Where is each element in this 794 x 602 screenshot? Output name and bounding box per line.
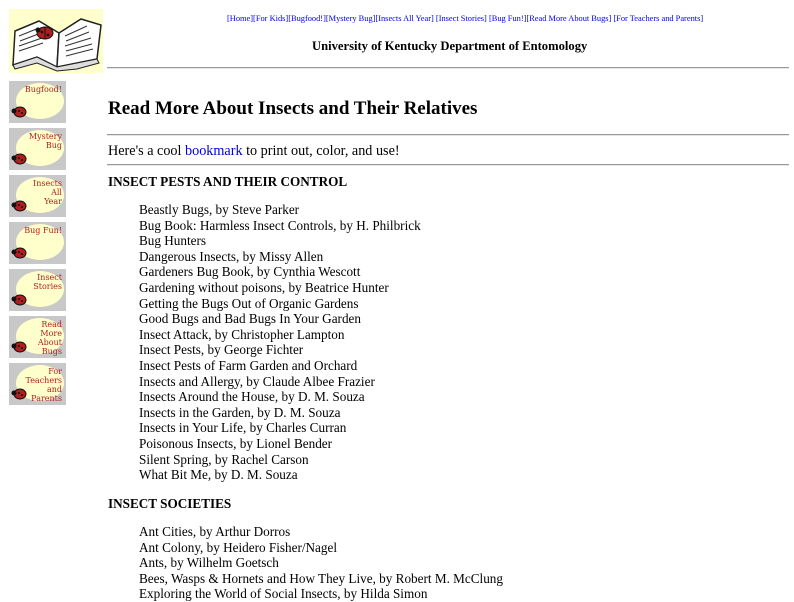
intro-after: to print out, color, and use! — [242, 143, 400, 159]
intro-before: Here's a cool — [108, 143, 186, 159]
ladybug-icon — [11, 293, 27, 307]
list-item: Insects Around the House, by D. M. Souza — [139, 389, 365, 405]
sidebar-item-label: Insect Stories — [33, 273, 62, 291]
sidebar-item-label: Insects All Year — [33, 179, 62, 206]
sidebar-item-teachers-parents[interactable] — [9, 363, 66, 405]
list-item: Silent Spring, by Rachel Carson — [139, 451, 309, 467]
sidebar-item-label: Mystery Bug — [28, 132, 62, 150]
sidebar-item-label: Bugfood! — [24, 85, 62, 94]
sidebar-item-label: For Teachers and Parents — [25, 367, 62, 403]
list-item: Bug Hunters — [139, 233, 207, 249]
book-list — [139, 524, 503, 602]
list-item: Insect Attack, by Christopher Lampton — [139, 326, 345, 342]
divider — [107, 164, 789, 166]
list-item: Beastly Bugs, by Steve Parker — [139, 202, 300, 217]
department-name: University of Kentucky Department of Entomology — [312, 39, 588, 53]
sidebar-item-insects-all-year[interactable] — [9, 175, 66, 217]
list-item: Good Bugs and Bad Bugs In Your Garden — [139, 311, 361, 327]
ladybug-icon — [11, 387, 27, 401]
list-item: Insects and Allergy, by Claude Albee Frazier — [139, 373, 375, 389]
ladybug-icon — [11, 340, 27, 354]
list-item: Ant Colony, by Heidero Fisher/Nagel — [139, 539, 338, 555]
section-heading: INSECT PESTS AND THEIR CONTROL — [108, 174, 348, 189]
top-link-mystery-bug[interactable]: [Mystery Bug] — [325, 14, 376, 23]
list-item: Gardening without poisons, by Beatrice Hunter — [139, 279, 389, 295]
top-link-bugfood[interactable]: [Bugfood!] — [288, 14, 326, 23]
list-item: Ant Cities, by Arthur Dorros — [139, 524, 291, 539]
top-link-read-more[interactable]: [Read More About Bugs] — [526, 14, 612, 23]
book-list — [139, 202, 421, 483]
sidebar-item-bugfood[interactable] — [9, 81, 66, 123]
list-item: Getting the Bugs Out of Organic Gardens — [139, 295, 359, 311]
top-nav-links — [227, 14, 703, 23]
top-link-insects-all-year[interactable]: [Insects All Year] — [375, 14, 434, 23]
list-item: Bees, Wasps & Hornets and How They Live, by Robert M. McClung — [139, 570, 503, 586]
sidebar-item-label: Bug Fun! — [24, 226, 62, 235]
section-heading: INSECT SOCIETIES — [108, 496, 232, 511]
bookmark-link[interactable]: bookmark — [185, 143, 243, 159]
list-item: Insects in the Garden, by D. M. Souza — [139, 404, 341, 420]
sidebar-item-read-more[interactable] — [9, 316, 66, 358]
list-item: Dangerous Insects, by Missy Allen — [139, 248, 324, 264]
sidebar-item-bug-fun[interactable] — [9, 222, 66, 264]
sidebar-item-label: Read More About Bugs — [37, 320, 62, 356]
intro-text — [108, 143, 400, 160]
list-item: Poisonous Insects, by Lionel Bender — [139, 435, 333, 451]
list-item: Insect Pests of Farm Garden and Orchard — [139, 357, 358, 373]
sidebar-item-mystery-bug[interactable] — [9, 128, 66, 170]
top-link-teachers-parents[interactable]: [For Teachers and Parents] — [613, 14, 704, 23]
list-item: Ants, by Wilhelm Goetsch — [139, 555, 279, 571]
ladybug-icon — [11, 199, 27, 213]
list-item: Bug Book: Harmless Insect Controls, by H. Philbrick — [139, 217, 421, 233]
ladybug-icon — [11, 152, 27, 166]
top-link-home[interactable]: [Home] — [227, 14, 254, 23]
site-logo[interactable] — [9, 9, 103, 73]
list-item: Insects in Your Life, by Charles Curran — [139, 420, 347, 436]
open-book-with-ladybug-icon — [9, 9, 103, 73]
list-item: Gardeners Bug Book, by Cynthia Wescott — [139, 264, 361, 280]
list-item: Insect Pests, by George Fichter — [139, 342, 304, 358]
page-title: Read More About Insects and Their Relatives — [108, 98, 478, 119]
ladybug-icon — [11, 105, 27, 119]
divider — [107, 134, 789, 136]
top-link-for-kids[interactable]: [For Kids] — [253, 14, 289, 23]
top-link-bug-fun[interactable]: [Bug Fun!] — [488, 14, 527, 23]
list-item: What Bit Me, by D. M. Souza — [139, 467, 298, 483]
ladybug-icon — [11, 246, 27, 260]
sidebar-item-insect-stories[interactable] — [9, 269, 66, 311]
top-link-insect-stories[interactable]: [Insect Stories] — [435, 14, 487, 23]
divider — [107, 67, 789, 69]
list-item: Exploring the World of Social Insects, by Hilda Simon — [139, 586, 428, 602]
